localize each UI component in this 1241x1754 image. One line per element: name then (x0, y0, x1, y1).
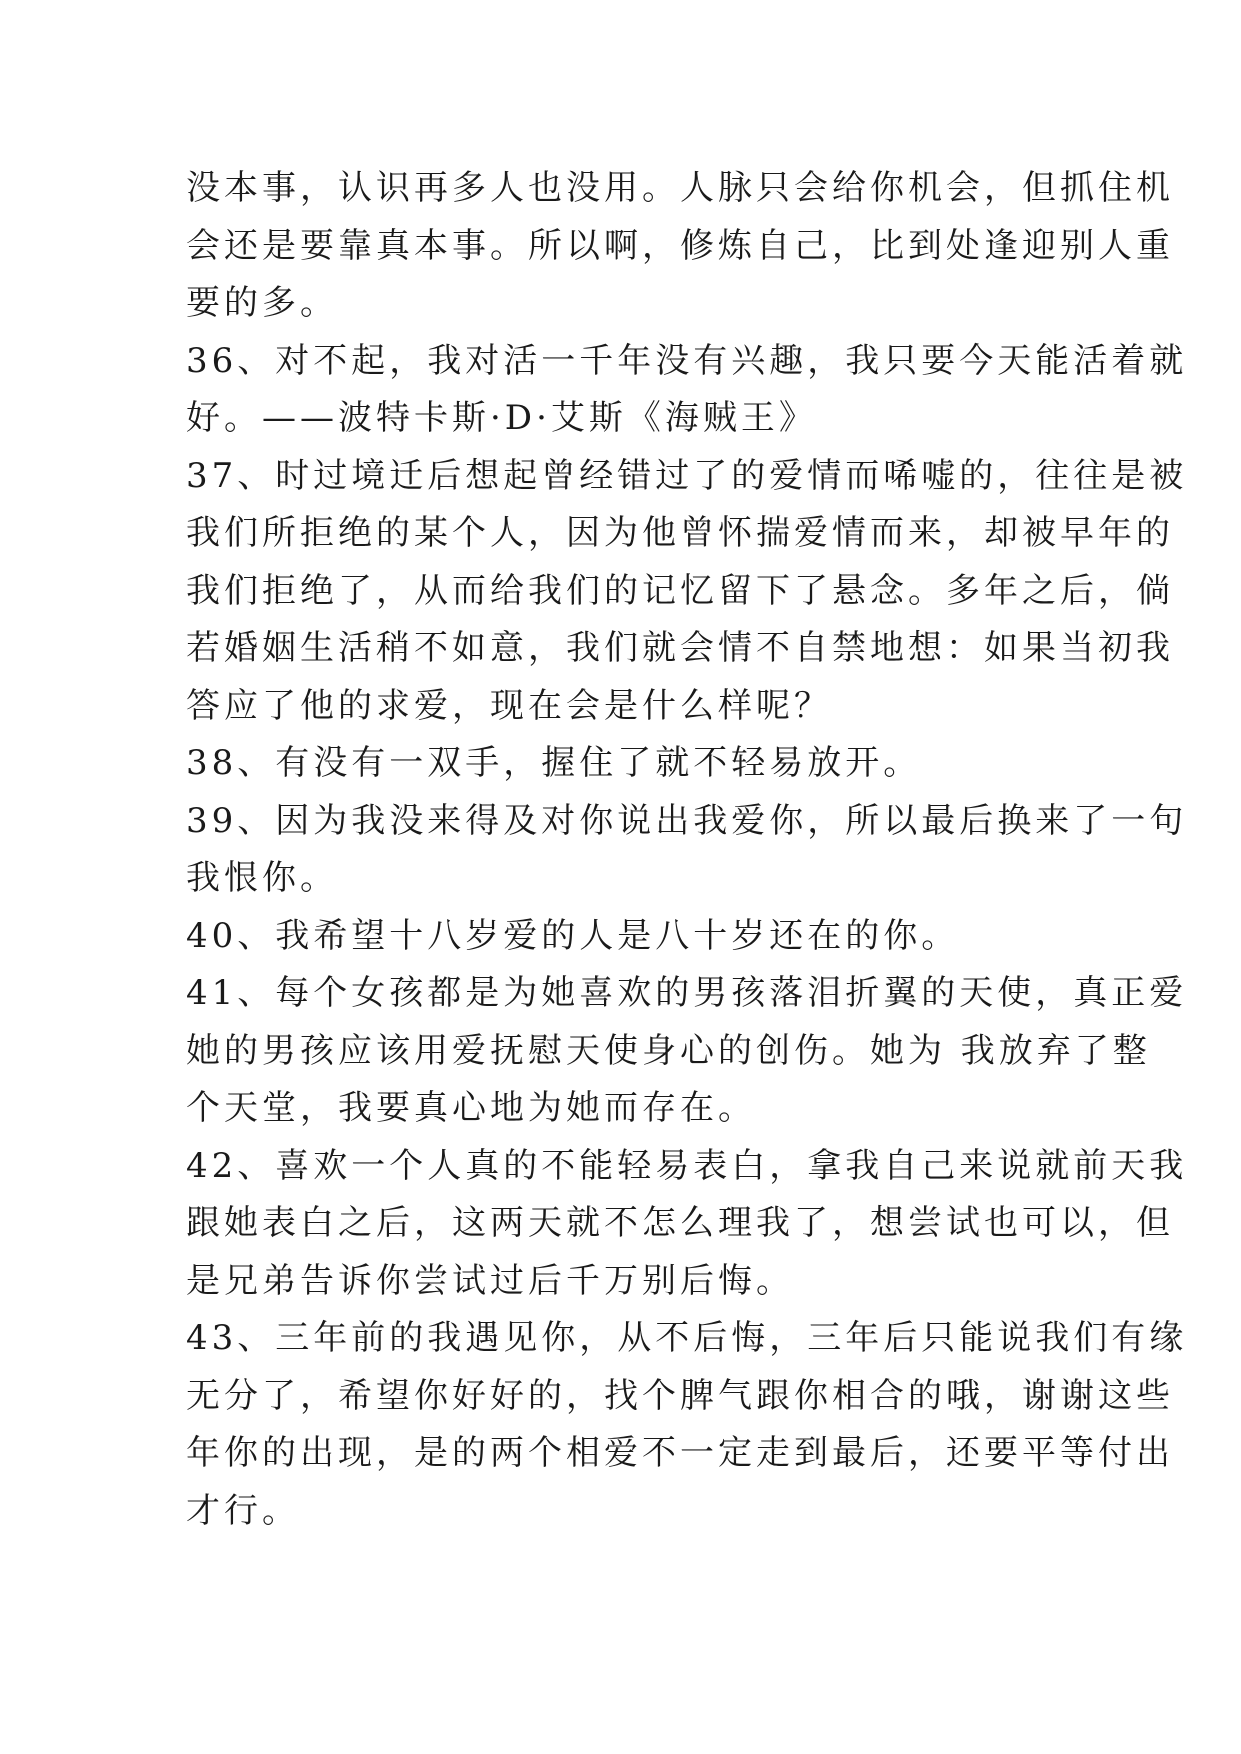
text-line: 没本事，认识再多人也没用。人脉只会给你机会，但抓住机 (186, 168, 1174, 208)
text-line: 个天堂，我要真心地为她而存在。 (186, 1088, 756, 1128)
text-line: 我们拒绝了，从而给我们的记忆留下了悬念。多年之后，倘 (186, 570, 1174, 611)
text-line: 43、三年前的我遇见你，从不后悔，三年后只能说我们有缘 (186, 1318, 1188, 1358)
text-line: 我恨你。 (186, 858, 338, 898)
text-line: 39、因为我没来得及对你说出我爱你，所以最后换来了一句 (186, 800, 1188, 841)
text-line: 是兄弟告诉你尝试过后千万别后悔。 (186, 1260, 794, 1301)
text-line: 要的多。 (186, 283, 338, 323)
text-line: 跟她表白之后，这两天就不怎么理我了，想尝试也可以，但 (186, 1203, 1174, 1243)
document-body (186, 160, 1188, 1540)
text-line: 年你的出现，是的两个相爱不一定走到最后，还要平等付出 (186, 1433, 1174, 1473)
text-line: 好。——波特卡斯·D·艾斯《海贼王》 (186, 398, 817, 438)
text-line: 40、我希望十八岁爱的人是八十岁还在的你。 (186, 915, 960, 956)
text-line: 会还是要靠真本事。所以啊，修炼自己，比到处逢迎别人重 (186, 225, 1174, 266)
text-line: 若婚姻生活稍不如意，我们就会情不自禁地想：如果当初我 (186, 628, 1174, 668)
text-line: 她的男孩应该用爱抚慰天使身心的创伤。她为 我放弃了整 (186, 1030, 1151, 1071)
text-line: 38、有没有一双手，握住了就不轻易放开。 (186, 743, 922, 783)
text-line: 37、时过境迁后想起曾经错过了的爱情而唏嘘的，往往是被 (186, 455, 1188, 496)
text-line: 才行。 (186, 1490, 300, 1531)
text-line: 无分了，希望你好好的，找个脾气跟你相合的哦，谢谢这些 (186, 1375, 1174, 1416)
text-line: 答应了他的求爱，现在会是什么样呢？ (186, 685, 832, 726)
text-line: 41、每个女孩都是为她喜欢的男孩落泪折翼的天使，真正爱 (186, 973, 1188, 1013)
text-line: 我们所拒绝的某个人，因为他曾怀揣爱情而来，却被早年的 (186, 513, 1174, 553)
text-line: 42、喜欢一个人真的不能轻易表白，拿我自己来说就前天我 (186, 1145, 1188, 1186)
text-line: 36、对不起，我对活一千年没有兴趣，我只要今天能活着就 (186, 340, 1188, 381)
